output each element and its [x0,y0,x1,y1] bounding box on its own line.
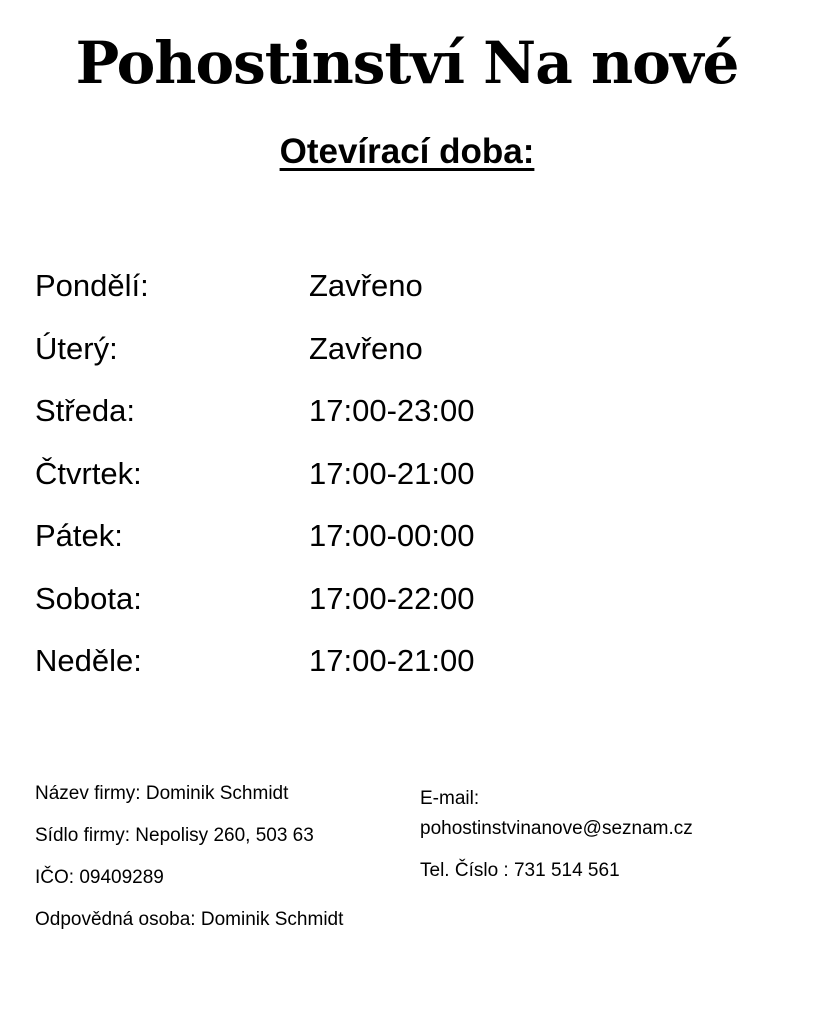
hours-row [35,318,779,381]
email-label: E-mail: [420,788,480,809]
day-label: Pondělí: [35,268,149,304]
hours-row [35,255,779,318]
hours-row [35,443,779,506]
subtitle-opening-hours: Otevírací doba: [279,132,535,171]
contact-info [420,784,770,886]
day-label: Pátek: [35,518,123,554]
day-label: Čtvrtek: [35,455,142,491]
time-value: 17:00-22:00 [309,580,475,616]
time-value: Zavřeno [309,268,423,304]
hours-row [35,630,779,693]
company-ico-line: IČO: 09409289 [35,867,164,888]
hours-row [35,505,779,568]
day-label: Sobota: [35,580,142,616]
company-address-line: Sídlo firmy: Nepolisy 260, 503 63 [35,825,314,846]
time-value: 17:00-00:00 [309,518,475,554]
day-label: Úterý: [35,330,118,366]
company-responsible-line: Odpovědná osoba: Dominik Schmidt [35,909,344,930]
company-name-line: Název firmy: Dominik Schmidt [35,783,289,804]
day-label: Neděle: [35,643,142,679]
hours-row [35,380,779,443]
time-value: Zavřeno [309,330,423,366]
email-block [420,784,770,844]
time-value: 17:00-23:00 [309,393,475,429]
opening-hours-list [35,255,779,693]
hours-row [35,568,779,631]
page-title: Pohostinství Na nové [75,29,739,97]
company-info [35,784,343,952]
phone-number: Tel. Číslo : 731 514 561 [420,860,620,881]
email-address: pohostinstvinanove@seznam.cz [420,818,693,839]
time-value: 17:00-21:00 [309,643,475,679]
day-label: Středa: [35,393,135,429]
time-value: 17:00-21:00 [309,455,475,491]
